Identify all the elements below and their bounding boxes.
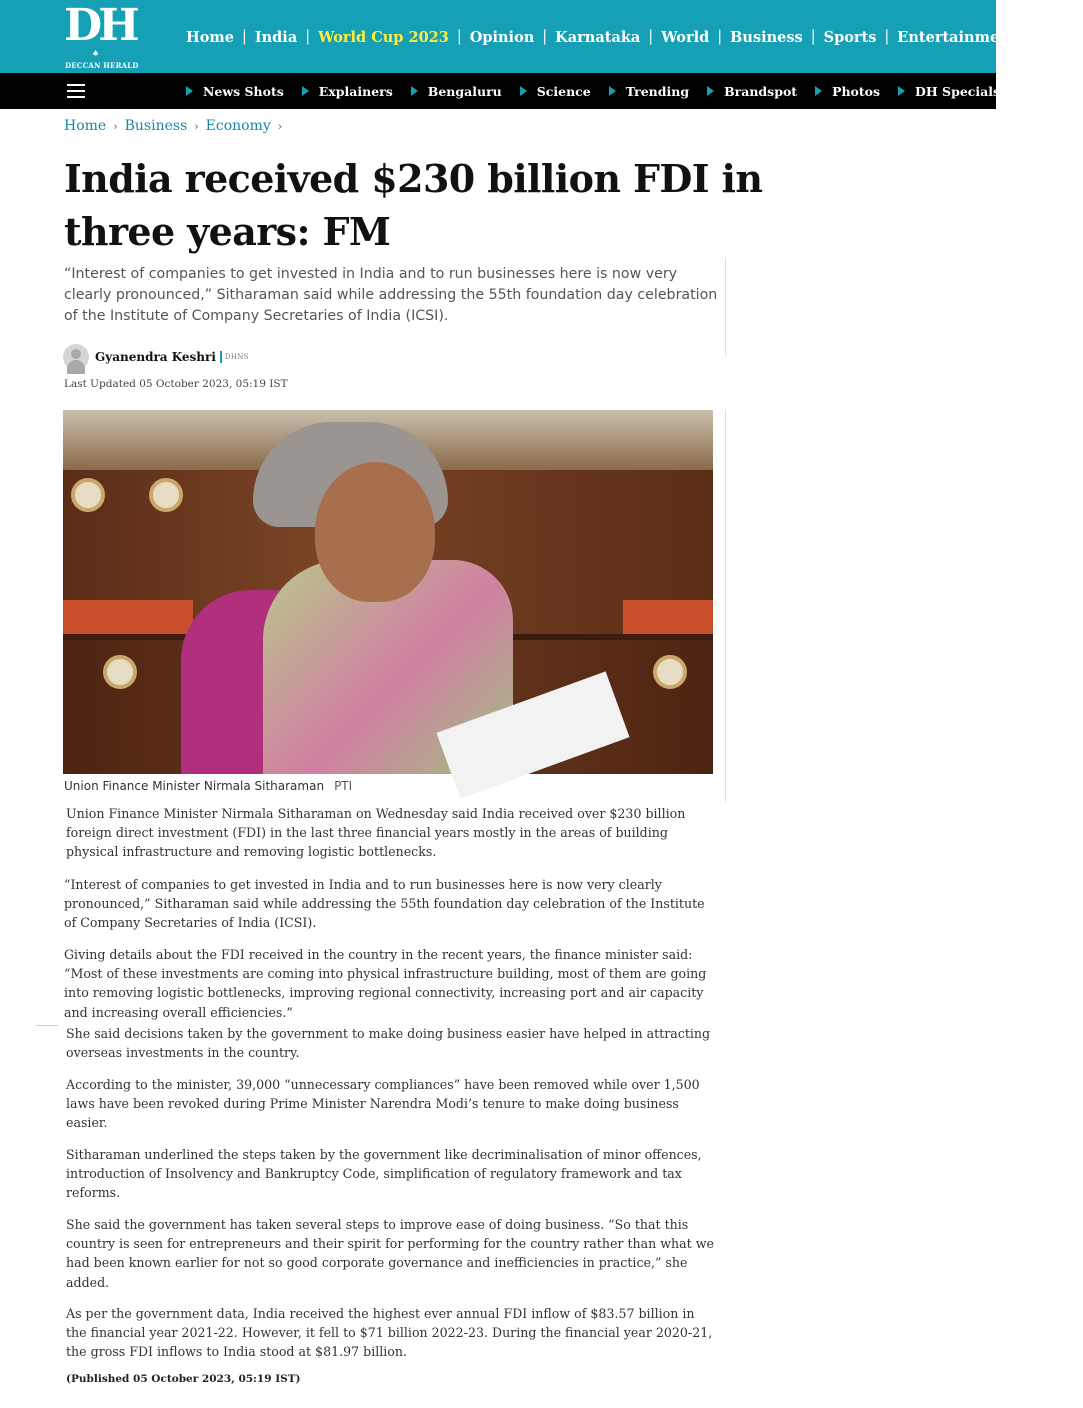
image-credit: PTI xyxy=(334,779,353,793)
caption-text: Union Finance Minister Nirmala Sitharaman xyxy=(64,779,325,793)
subnav-label: DH Specials xyxy=(915,83,1001,99)
nav-item-video[interactable]: Video xyxy=(1037,28,1083,46)
nav-item-world[interactable]: World xyxy=(661,28,710,46)
logo-mark: DH xyxy=(64,0,136,51)
article-paragraph: She said decisions taken by the government to make doing business easier have helped in attracting overseas investments in the country. xyxy=(66,1026,711,1061)
nav-separator: | xyxy=(542,29,548,45)
top-header xyxy=(0,0,1083,73)
byline xyxy=(63,344,249,370)
author-agency: DHNS xyxy=(224,353,249,361)
nav-item-sports[interactable]: Sports xyxy=(823,28,877,46)
nav-separator: | xyxy=(305,29,311,45)
subnav-label: Brandspot xyxy=(724,83,798,99)
subnav-label: News Shots xyxy=(203,83,284,99)
article-paragraph: As per the government data, India received the highest ever annual FDI inflow of $83.57 billion in the financial year 2021-22. However, it fell to $71 billion 2022-23. During the financial year 2020-21, the gross FDI inflows to India stood at $81.97 billion. xyxy=(66,1306,713,1360)
nav-item-home[interactable]: Home xyxy=(186,28,234,46)
play-arrow-icon xyxy=(520,86,527,96)
logo-brand-text: DECCAN HERALD xyxy=(65,61,139,70)
play-arrow-icon xyxy=(898,86,905,96)
play-arrow-icon xyxy=(302,86,309,96)
image-caption xyxy=(64,779,352,793)
byline-divider xyxy=(220,351,222,363)
divider xyxy=(36,1025,58,1026)
subnav-item-brandspot[interactable] xyxy=(707,84,797,99)
subnav-label: Trending xyxy=(625,83,690,99)
subnav-item-photos[interactable] xyxy=(815,84,880,99)
breadcrumb-economy[interactable]: Economy xyxy=(205,118,271,134)
subnav-label: Science xyxy=(536,83,591,99)
nav-separator: | xyxy=(241,29,247,45)
subnav-item-science[interactable] xyxy=(520,84,591,99)
subnav-label: Explainers xyxy=(318,83,393,99)
breadcrumb-home[interactable]: Home xyxy=(64,118,107,134)
play-arrow-icon xyxy=(815,86,822,96)
breadcrumb xyxy=(64,118,289,134)
article-paragraph: According to the minister, 39,000 “unnecessary compliances” have been removed while over 1,500 laws have been revoked during Prime Minister Narendra Modi’s tenure to make doing business easier. xyxy=(66,1077,700,1131)
nav-item-india[interactable]: India xyxy=(254,28,298,46)
nav-item-entertainment[interactable]: Entertainment xyxy=(897,28,1017,46)
article-paragraph: She said the government has taken several steps to improve ease of doing business. “So that this country is seen for entrepreneurs and their spirit for performing for the country rather than what we had been known earlier for not so good corporate governance and inefficiencies in practice,” she added. xyxy=(66,1217,714,1290)
nav-separator: | xyxy=(884,29,890,45)
article-paragraph: “Interest of companies to get invested in India and to run businesses here is now very clearly pronounced,” Sitharaman said while addressing the 55th foundation day celebration of the Institute of Company Secretaries of India (ICSI). xyxy=(64,877,705,931)
subnav-label: Photos xyxy=(832,83,881,99)
nav-separator: | xyxy=(810,29,816,45)
nav-item-opinion[interactable]: Opinion xyxy=(469,28,535,46)
article-paragraph: Union Finance Minister Nirmala Sitharaman on Wednesday said India received over $230 billion foreign direct investment (FDI) in the last three financial years mostly in the areas of building physical infrastructure and removing logistic bottlenecks. xyxy=(66,806,686,860)
chevron-right-icon: › xyxy=(194,119,199,133)
logo-emblem-icon: ♠ xyxy=(92,49,100,58)
article-headline: India received $230 billion FDI in three years: FM xyxy=(64,156,763,254)
subnav-label: Bengaluru xyxy=(427,83,502,99)
subnav-item-news-shots[interactable] xyxy=(186,84,284,99)
subnav-item-trending[interactable] xyxy=(609,84,689,99)
last-updated: Last Updated 05 October 2023, 05:19 IST xyxy=(64,378,288,390)
article-paragraph: Sitharaman underlined the steps taken by the government like decriminalisation of minor offences, introduction of Insolvency and Bankruptcy Code, simplification of regulatory framework and tax reforms. xyxy=(66,1147,702,1201)
play-arrow-icon xyxy=(186,86,193,96)
nav-separator: | xyxy=(717,29,723,45)
subnav-item-bengaluru[interactable] xyxy=(411,84,502,99)
column-divider xyxy=(725,258,726,356)
nav-item-world-cup[interactable]: World Cup 2023 xyxy=(318,28,449,46)
breadcrumb-business[interactable]: Business xyxy=(124,118,188,134)
sub-nav xyxy=(186,73,1018,109)
play-arrow-icon xyxy=(609,86,616,96)
hamburger-icon[interactable] xyxy=(67,84,85,98)
nav-separator: | xyxy=(648,29,654,45)
chevron-right-icon: › xyxy=(113,119,118,133)
subnav-item-explainers[interactable] xyxy=(302,84,393,99)
article-summary: “Interest of companies to get invested in India and to run businesses here is now very clearly pronounced,” Sitharaman said while addressing the 55th foundation day celebration of the Institute of Company Secretaries of India (ICSI). xyxy=(64,266,718,324)
published-date: (Published 05 October 2023, 05:19 IST) xyxy=(66,1373,301,1385)
nav-item-business[interactable]: Business xyxy=(730,28,803,46)
subnav-item-dh-specials[interactable] xyxy=(898,84,1000,99)
nav-item-karnataka[interactable]: Karnataka xyxy=(555,28,641,46)
main-nav xyxy=(186,26,1083,48)
author-avatar-icon xyxy=(63,344,89,370)
play-arrow-icon xyxy=(411,86,418,96)
nav-separator: | xyxy=(456,29,462,45)
article-image xyxy=(63,410,713,774)
play-arrow-icon xyxy=(707,86,714,96)
article-paragraph: Giving details about the FDI received in the country in the recent years, the finance minister said: “Most of these investments are coming into physical infrastructure building, most of them are going into removing logistic bottlenecks, improving regional connectivity, increasing port and air capacity and increasing overall efficiencies.” xyxy=(64,947,707,1020)
site-logo[interactable] xyxy=(64,0,139,70)
column-divider xyxy=(725,410,726,802)
author-name[interactable]: Gyanendra Keshri xyxy=(95,350,216,364)
sub-nav-bar xyxy=(0,73,1001,109)
chevron-right-icon: › xyxy=(277,119,283,133)
nav-separator: | xyxy=(1024,29,1030,45)
